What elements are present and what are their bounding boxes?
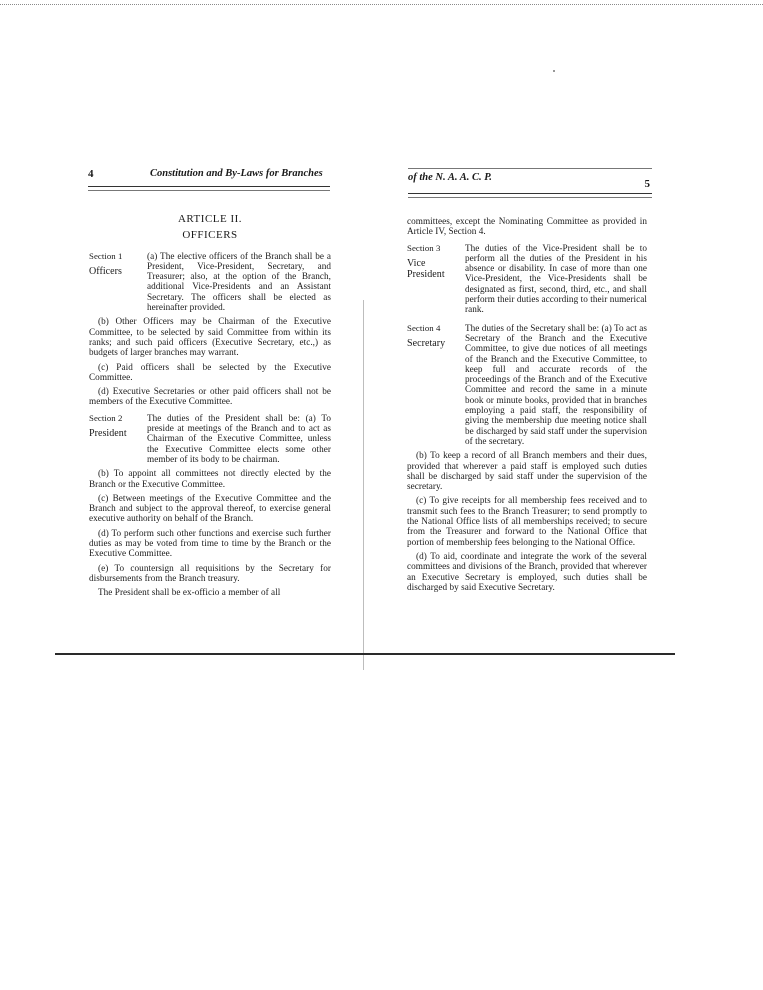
president-para-e: (e) To countersign all requisitions by the Secretary for disbursements from the Branch treasury. — [89, 562, 331, 583]
officers-para-b: (b) Other Officers may be Chairman of the Executive Committee, to be selected by said Committee from within its ranks; and such paid officers (Executive Secretary, etc.,) as budgets of larger branches may warrant. — [89, 316, 331, 358]
section-3 — [407, 243, 647, 315]
left-header-rule — [88, 186, 330, 187]
article-title: ARTICLE II. — [177, 213, 243, 225]
left-header-rule-2 — [88, 190, 330, 191]
section-4-text: The duties of the Secretary shall be: (a) To act as Secretary of the Branch and the Executive Committee, to give due notices of all meetings of the Branch and the Executive Committee, to keep full and accurate records of the proceedings of the Branch and of the Executive Committee and record the same in a minute book or minute books, provided that in branches employing a paid staff, the responsibility of giving the membership due meeting notice shall be discharged by said staff under the supervision of the secretary. — [465, 322, 647, 446]
right-page-number: 5 — [644, 178, 650, 190]
page-gutter — [363, 300, 365, 670]
right-header-rule — [408, 193, 652, 194]
scan-top-dotted-edge — [0, 4, 763, 5]
officers-para-c: (c) Paid officers shall be selected by the Executive Committee. — [89, 361, 331, 382]
section-1-label: Section 1 — [89, 250, 123, 261]
section-1 — [89, 251, 331, 313]
section-3-label: Section 3 — [407, 242, 441, 253]
right-page-body — [407, 216, 647, 596]
right-header-rule-2 — [408, 197, 652, 198]
section-3-text: The duties of the Vice-President shall be to perform all the duties of the President in his absence or disability. In case of more than one Vice-President, the Vice-Presidents shall be designated as first, second, third, etc., and shall perform their duties according to their numerical rank. — [465, 242, 647, 315]
section-2-label: Section 2 — [89, 412, 123, 423]
article-subtitle: OFFICERS — [182, 229, 238, 242]
section-4 — [407, 323, 647, 447]
right-running-header — [408, 172, 652, 188]
left-running-header — [88, 168, 333, 184]
section-3-title: Vice President — [407, 257, 445, 280]
president-para-b: (b) To appoint all committees not directly elected by the Branch or the Executive Committee. — [89, 468, 331, 489]
section-2-title: President — [89, 427, 127, 439]
continuation-text: committees, except the Nominating Committee as provided in Article IV, Section 4. — [407, 216, 647, 237]
left-page-body — [89, 214, 331, 602]
section-1-title: Officers — [89, 265, 122, 277]
president-para-d: (d) To perform such other functions and exercise such further duties as may be voted from time to time by the Branch or the Executive Committee. — [89, 527, 331, 559]
secretary-para-b: (b) To keep a record of all Branch members and their dues, provided that wherever a paid staff is employed such duties shall be discharged by said staff under the supervision of the secretary. — [407, 450, 647, 492]
section-4-title: Secretary — [407, 337, 446, 349]
right-header-rule-top — [408, 168, 652, 169]
scan-speck — [553, 70, 555, 72]
bottom-page-edge-rule — [55, 653, 675, 655]
left-page-number: 4 — [88, 168, 94, 180]
president-para-c: (c) Between meetings of the Executive Committee and the Branch and subject to the approval thereof, to exercise general executive authority on behalf of the Branch. — [89, 492, 331, 524]
section-2-text: The duties of the President shall be: (a) To preside at meetings of the Branch and to act as Chairman of the Executive Committee, unless the Executive Committee elects some other member of its body to be chairman. — [147, 412, 331, 464]
section-4-label: Section 4 — [407, 322, 441, 333]
secretary-para-d: (d) To aid, coordinate and integrate the work of the several committees and divisions of the Branch, provided that wherever an Executive Secretary is employed, such duties shall be discharged by said Executive Secretary. — [407, 550, 647, 592]
officers-para-d: (d) Executive Secretaries or other paid officers shall not be members of the Executive Committee. — [89, 386, 331, 407]
president-para-last: The President shall be ex-officio a member of all — [98, 587, 281, 598]
secretary-para-c: (c) To give receipts for all membership fees received and to transmit such fees to the Branch Treasurer; to send promptly to the National Office lists of all memberships received; to secure from the Treasurer and forward to the National Office that portion of membership fees belonging to the National Office. — [407, 495, 647, 547]
left-running-head: Constitution and By-Laws for Branches — [150, 168, 323, 179]
right-running-head: of the N. A. A. C. P. — [408, 172, 492, 183]
section-2 — [89, 413, 331, 464]
section-1-text: (a) The elective officers of the Branch shall be a President, Vice-President, Secretary, and Treasurer; also, at the option of the Branch, additional Vice-Presidents and an Assistant Secretary. The officers shall be elected as hereinafter provided. — [147, 250, 331, 313]
